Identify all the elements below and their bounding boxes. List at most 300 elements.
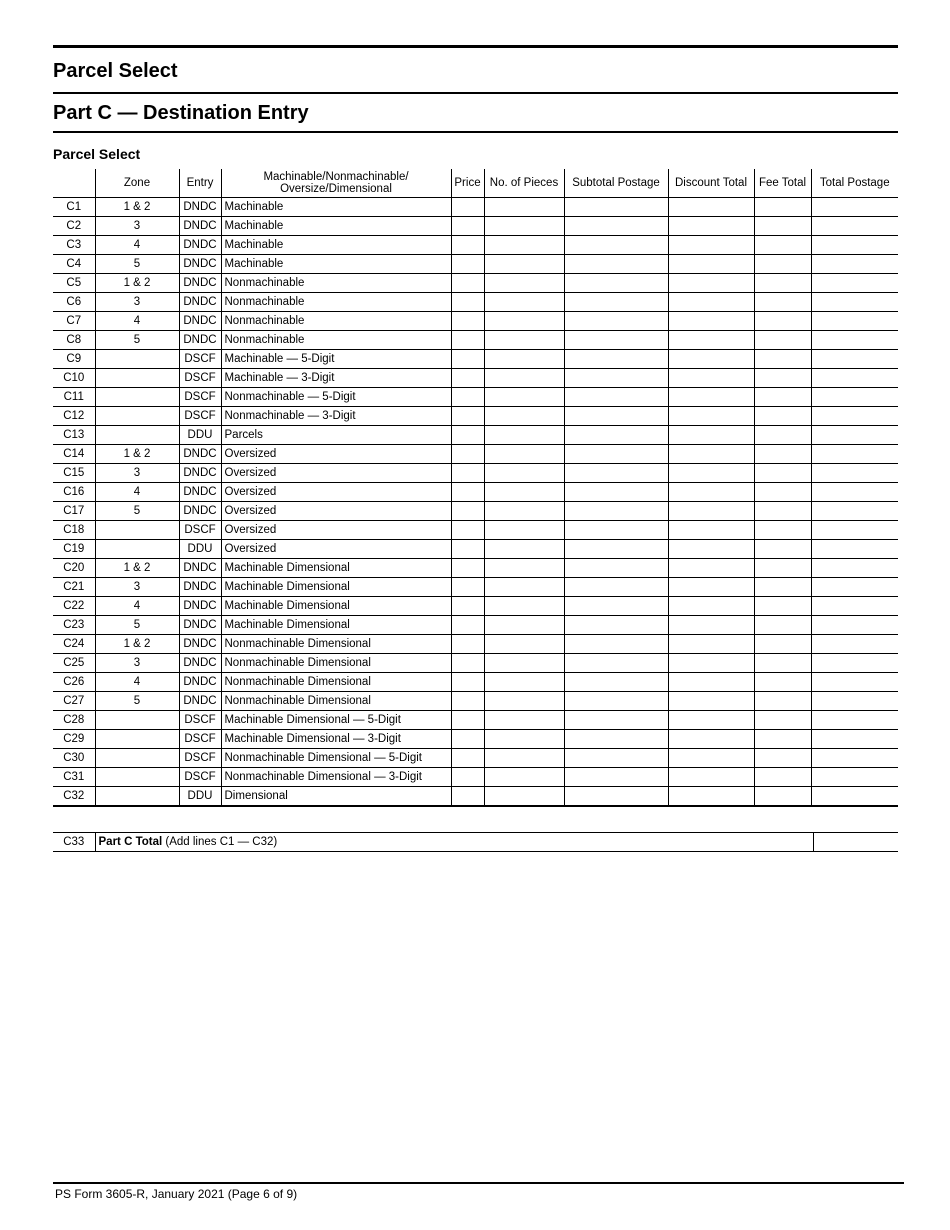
row-price-field[interactable] — [451, 236, 484, 255]
column-header-total: Total Postage — [811, 169, 898, 198]
row-price-field[interactable] — [451, 711, 484, 730]
row-type: Nonmachinable — 3-Digit — [221, 407, 451, 426]
row-pieces-field[interactable] — [484, 616, 564, 635]
row-price-field[interactable] — [451, 502, 484, 521]
row-total-field[interactable] — [811, 730, 898, 749]
row-subtotal-field[interactable] — [564, 749, 668, 768]
row-total-field[interactable] — [811, 331, 898, 350]
table-row — [53, 711, 898, 730]
row-pieces-field[interactable] — [484, 540, 564, 559]
row-type: Nonmachinable Dimensional — [221, 654, 451, 673]
row-discount-field[interactable] — [668, 274, 754, 293]
row-entry: DNDC — [179, 198, 221, 217]
row-type: Machinable — [221, 198, 451, 217]
row-fee-field[interactable] — [754, 730, 811, 749]
row-total-field[interactable] — [811, 388, 898, 407]
row-line-number: C30 — [53, 749, 95, 768]
table-row — [53, 217, 898, 236]
row-total-field[interactable] — [811, 692, 898, 711]
row-type: Oversized — [221, 445, 451, 464]
table-row — [53, 768, 898, 787]
row-entry: DSCF — [179, 350, 221, 369]
row-entry: DNDC — [179, 312, 221, 331]
row-pieces-field[interactable] — [484, 654, 564, 673]
row-zone: 5 — [95, 255, 179, 274]
row-subtotal-field[interactable] — [564, 673, 668, 692]
row-total-field[interactable] — [811, 540, 898, 559]
row-discount-field[interactable] — [668, 464, 754, 483]
row-total-field[interactable] — [811, 616, 898, 635]
row-price-field[interactable] — [451, 331, 484, 350]
row-line-number: C18 — [53, 521, 95, 540]
row-line-number: C2 — [53, 217, 95, 236]
total-line-number: C33 — [53, 833, 95, 852]
row-price-field[interactable] — [451, 217, 484, 236]
row-line-number: C5 — [53, 274, 95, 293]
row-fee-field[interactable] — [754, 711, 811, 730]
page-title: Parcel Select — [53, 60, 178, 82]
row-fee-field[interactable] — [754, 521, 811, 540]
row-type: Nonmachinable — [221, 312, 451, 331]
row-discount-field[interactable] — [668, 217, 754, 236]
row-subtotal-field[interactable] — [564, 768, 668, 787]
row-price-field[interactable] — [451, 521, 484, 540]
row-discount-field[interactable] — [668, 730, 754, 749]
row-line-number: C31 — [53, 768, 95, 787]
row-pieces-field[interactable] — [484, 236, 564, 255]
row-price-field[interactable] — [451, 445, 484, 464]
row-price-field[interactable] — [451, 274, 484, 293]
row-entry: DSCF — [179, 388, 221, 407]
row-subtotal-field[interactable] — [564, 502, 668, 521]
total-label — [95, 833, 813, 852]
row-pieces-field[interactable] — [484, 559, 564, 578]
row-total-field[interactable] — [811, 255, 898, 274]
row-line-number: C17 — [53, 502, 95, 521]
row-total-field[interactable] — [811, 198, 898, 217]
row-fee-field[interactable] — [754, 350, 811, 369]
row-pieces-field[interactable] — [484, 312, 564, 331]
table-row — [53, 426, 898, 445]
row-total-field[interactable] — [811, 464, 898, 483]
row-pieces-field[interactable] — [484, 483, 564, 502]
column-header-type — [221, 169, 451, 198]
row-entry: DNDC — [179, 445, 221, 464]
row-fee-field[interactable] — [754, 749, 811, 768]
row-fee-field[interactable] — [754, 483, 811, 502]
column-header-type-line2: Oversize/Dimensional — [280, 183, 392, 195]
row-discount-field[interactable] — [668, 559, 754, 578]
row-subtotal-field[interactable] — [564, 312, 668, 331]
part-title: Part C — Destination Entry — [53, 102, 309, 124]
row-subtotal-field[interactable] — [564, 198, 668, 217]
row-subtotal-field[interactable] — [564, 331, 668, 350]
row-fee-field[interactable] — [754, 312, 811, 331]
row-price-field[interactable] — [451, 483, 484, 502]
row-line-number: C12 — [53, 407, 95, 426]
row-fee-field[interactable] — [754, 274, 811, 293]
row-fee-field[interactable] — [754, 787, 811, 807]
row-price-field[interactable] — [451, 787, 484, 807]
row-subtotal-field[interactable] — [564, 711, 668, 730]
row-zone: 3 — [95, 654, 179, 673]
row-price-field[interactable] — [451, 654, 484, 673]
row-discount-field[interactable] — [668, 768, 754, 787]
row-subtotal-field[interactable] — [564, 559, 668, 578]
row-line-number: C24 — [53, 635, 95, 654]
row-pieces-field[interactable] — [484, 749, 564, 768]
row-type: Oversized — [221, 483, 451, 502]
row-zone — [95, 521, 179, 540]
row-subtotal-field[interactable] — [564, 578, 668, 597]
row-discount-field[interactable] — [668, 331, 754, 350]
row-total-field[interactable] — [811, 236, 898, 255]
row-discount-field[interactable] — [668, 616, 754, 635]
total-label-bold: Part C Total — [98, 836, 163, 848]
row-subtotal-field[interactable] — [564, 540, 668, 559]
row-subtotal-field[interactable] — [564, 236, 668, 255]
row-total-field[interactable] — [811, 654, 898, 673]
row-subtotal-field[interactable] — [564, 350, 668, 369]
row-zone: 3 — [95, 464, 179, 483]
row-subtotal-field[interactable] — [564, 730, 668, 749]
row-pieces-field[interactable] — [484, 198, 564, 217]
table-row — [53, 654, 898, 673]
row-pieces-field[interactable] — [484, 407, 564, 426]
row-fee-field[interactable] — [754, 198, 811, 217]
row-entry: DSCF — [179, 730, 221, 749]
row-discount-field[interactable] — [668, 673, 754, 692]
row-type: Machinable — 5-Digit — [221, 350, 451, 369]
row-discount-field[interactable] — [668, 293, 754, 312]
row-total-field[interactable] — [811, 312, 898, 331]
row-fee-field[interactable] — [754, 217, 811, 236]
row-fee-field[interactable] — [754, 293, 811, 312]
row-entry: DNDC — [179, 559, 221, 578]
table-row — [53, 692, 898, 711]
row-total-field[interactable] — [811, 635, 898, 654]
row-discount-field[interactable] — [668, 312, 754, 331]
row-fee-field[interactable] — [754, 331, 811, 350]
row-fee-field[interactable] — [754, 540, 811, 559]
row-entry: DNDC — [179, 293, 221, 312]
row-discount-field[interactable] — [668, 407, 754, 426]
row-price-field[interactable] — [451, 559, 484, 578]
row-total-field[interactable] — [811, 369, 898, 388]
row-price-field[interactable] — [451, 730, 484, 749]
row-pieces-field[interactable] — [484, 787, 564, 807]
row-price-field[interactable] — [451, 293, 484, 312]
table-row — [53, 464, 898, 483]
row-subtotal-field[interactable] — [564, 426, 668, 445]
row-type: Machinable Dimensional — 5-Digit — [221, 711, 451, 730]
title-divider — [53, 92, 898, 94]
row-fee-field[interactable] — [754, 768, 811, 787]
row-pieces-field[interactable] — [484, 445, 564, 464]
row-line-number: C32 — [53, 787, 95, 807]
row-discount-field[interactable] — [668, 350, 754, 369]
row-discount-field[interactable] — [668, 635, 754, 654]
row-line-number: C15 — [53, 464, 95, 483]
row-pieces-field[interactable] — [484, 730, 564, 749]
row-price-field[interactable] — [451, 540, 484, 559]
row-discount-field[interactable] — [668, 787, 754, 807]
row-zone — [95, 369, 179, 388]
column-header-fee: Fee Total — [754, 169, 811, 198]
row-pieces-field[interactable] — [484, 464, 564, 483]
row-total-field[interactable] — [811, 217, 898, 236]
row-pieces-field[interactable] — [484, 768, 564, 787]
row-discount-field[interactable] — [668, 255, 754, 274]
row-type: Machinable Dimensional — [221, 578, 451, 597]
row-entry: DDU — [179, 540, 221, 559]
row-discount-field[interactable] — [668, 654, 754, 673]
row-price-field[interactable] — [451, 749, 484, 768]
column-header-price: Price — [451, 169, 484, 198]
row-fee-field[interactable] — [754, 464, 811, 483]
row-pieces-field[interactable] — [484, 597, 564, 616]
row-entry: DNDC — [179, 578, 221, 597]
row-fee-field[interactable] — [754, 597, 811, 616]
row-discount-field[interactable] — [668, 236, 754, 255]
row-fee-field[interactable] — [754, 635, 811, 654]
row-zone: 4 — [95, 236, 179, 255]
table-row — [53, 445, 898, 464]
row-zone: 5 — [95, 692, 179, 711]
table-row — [53, 616, 898, 635]
row-total-field[interactable] — [811, 673, 898, 692]
row-pieces-field[interactable] — [484, 293, 564, 312]
row-line-number: C9 — [53, 350, 95, 369]
row-subtotal-field[interactable] — [564, 635, 668, 654]
row-subtotal-field[interactable] — [564, 521, 668, 540]
row-discount-field[interactable] — [668, 483, 754, 502]
row-discount-field[interactable] — [668, 198, 754, 217]
row-pieces-field[interactable] — [484, 673, 564, 692]
row-discount-field[interactable] — [668, 521, 754, 540]
row-entry: DSCF — [179, 749, 221, 768]
table-row — [53, 540, 898, 559]
row-discount-field[interactable] — [668, 369, 754, 388]
table-row — [53, 331, 898, 350]
table-row — [53, 559, 898, 578]
row-total-field[interactable] — [811, 768, 898, 787]
row-total-field[interactable] — [811, 426, 898, 445]
row-entry: DSCF — [179, 768, 221, 787]
row-pieces-field[interactable] — [484, 578, 564, 597]
row-zone — [95, 388, 179, 407]
row-total-field[interactable] — [811, 350, 898, 369]
row-entry: DDU — [179, 787, 221, 807]
row-type: Parcels — [221, 426, 451, 445]
row-total-field[interactable] — [811, 521, 898, 540]
row-line-number: C13 — [53, 426, 95, 445]
row-subtotal-field[interactable] — [564, 616, 668, 635]
row-fee-field[interactable] — [754, 426, 811, 445]
row-price-field[interactable] — [451, 312, 484, 331]
row-entry: DNDC — [179, 464, 221, 483]
row-type: Machinable Dimensional — [221, 616, 451, 635]
row-fee-field[interactable] — [754, 559, 811, 578]
row-entry: DNDC — [179, 597, 221, 616]
row-zone — [95, 407, 179, 426]
row-pieces-field[interactable] — [484, 388, 564, 407]
row-discount-field[interactable] — [668, 540, 754, 559]
row-pieces-field[interactable] — [484, 255, 564, 274]
row-type: Nonmachinable Dimensional — 3-Digit — [221, 768, 451, 787]
row-zone — [95, 787, 179, 807]
row-type: Machinable — [221, 236, 451, 255]
row-fee-field[interactable] — [754, 616, 811, 635]
row-discount-field[interactable] — [668, 711, 754, 730]
row-total-field[interactable] — [811, 274, 898, 293]
row-subtotal-field[interactable] — [564, 654, 668, 673]
column-header-zone: Zone — [95, 169, 179, 198]
row-pieces-field[interactable] — [484, 369, 564, 388]
row-line-number: C20 — [53, 559, 95, 578]
row-discount-field[interactable] — [668, 502, 754, 521]
row-pieces-field[interactable] — [484, 426, 564, 445]
row-discount-field[interactable] — [668, 445, 754, 464]
row-total-field[interactable] — [811, 483, 898, 502]
row-total-field[interactable] — [811, 407, 898, 426]
row-subtotal-field[interactable] — [564, 483, 668, 502]
row-fee-field[interactable] — [754, 654, 811, 673]
table-header-row — [53, 169, 898, 198]
row-subtotal-field[interactable] — [564, 388, 668, 407]
row-price-field[interactable] — [451, 635, 484, 654]
row-total-field[interactable] — [811, 749, 898, 768]
row-price-field[interactable] — [451, 578, 484, 597]
row-subtotal-field[interactable] — [564, 597, 668, 616]
row-line-number: C23 — [53, 616, 95, 635]
row-fee-field[interactable] — [754, 692, 811, 711]
row-pieces-field[interactable] — [484, 635, 564, 654]
row-price-field[interactable] — [451, 369, 484, 388]
row-line-number: C1 — [53, 198, 95, 217]
row-type: Nonmachinable Dimensional — [221, 692, 451, 711]
table-row — [53, 369, 898, 388]
row-line-number: C10 — [53, 369, 95, 388]
row-fee-field[interactable] — [754, 255, 811, 274]
row-zone: 4 — [95, 597, 179, 616]
row-price-field[interactable] — [451, 597, 484, 616]
row-total-field[interactable] — [811, 578, 898, 597]
table-row — [53, 578, 898, 597]
row-price-field[interactable] — [451, 198, 484, 217]
row-price-field[interactable] — [451, 673, 484, 692]
row-pieces-field[interactable] — [484, 692, 564, 711]
table-row — [53, 749, 898, 768]
row-pieces-field[interactable] — [484, 502, 564, 521]
table-row — [53, 673, 898, 692]
row-type: Nonmachinable Dimensional — 5-Digit — [221, 749, 451, 768]
row-type: Machinable — [221, 255, 451, 274]
row-subtotal-field[interactable] — [564, 217, 668, 236]
row-type: Dimensional — [221, 787, 451, 807]
row-line-number: C21 — [53, 578, 95, 597]
total-postage-field[interactable] — [813, 833, 898, 852]
row-fee-field[interactable] — [754, 388, 811, 407]
row-subtotal-field[interactable] — [564, 274, 668, 293]
row-total-field[interactable] — [811, 293, 898, 312]
row-price-field[interactable] — [451, 350, 484, 369]
row-type: Machinable Dimensional — 3-Digit — [221, 730, 451, 749]
row-zone: 4 — [95, 483, 179, 502]
row-total-field[interactable] — [811, 445, 898, 464]
row-pieces-field[interactable] — [484, 274, 564, 293]
row-subtotal-field[interactable] — [564, 293, 668, 312]
row-price-field[interactable] — [451, 388, 484, 407]
row-subtotal-field[interactable] — [564, 369, 668, 388]
row-fee-field[interactable] — [754, 369, 811, 388]
row-type: Oversized — [221, 502, 451, 521]
row-fee-field[interactable] — [754, 673, 811, 692]
row-subtotal-field[interactable] — [564, 255, 668, 274]
row-pieces-field[interactable] — [484, 711, 564, 730]
row-discount-field[interactable] — [668, 578, 754, 597]
row-pieces-field[interactable] — [484, 217, 564, 236]
row-discount-field[interactable] — [668, 692, 754, 711]
row-entry: DNDC — [179, 635, 221, 654]
row-entry: DSCF — [179, 521, 221, 540]
row-discount-field[interactable] — [668, 388, 754, 407]
row-total-field[interactable] — [811, 559, 898, 578]
row-subtotal-field[interactable] — [564, 464, 668, 483]
row-price-field[interactable] — [451, 768, 484, 787]
row-fee-field[interactable] — [754, 236, 811, 255]
row-fee-field[interactable] — [754, 502, 811, 521]
row-total-field[interactable] — [811, 597, 898, 616]
row-price-field[interactable] — [451, 426, 484, 445]
row-discount-field[interactable] — [668, 597, 754, 616]
row-pieces-field[interactable] — [484, 331, 564, 350]
form-footer: PS Form 3605-R, January 2021 (Page 6 of 9) — [55, 1187, 298, 1201]
row-line-number: C25 — [53, 654, 95, 673]
row-fee-field[interactable] — [754, 445, 811, 464]
row-fee-field[interactable] — [754, 578, 811, 597]
footer-divider — [53, 1182, 904, 1184]
row-type: Oversized — [221, 464, 451, 483]
row-pieces-field[interactable] — [484, 521, 564, 540]
row-line-number: C27 — [53, 692, 95, 711]
row-subtotal-field[interactable] — [564, 692, 668, 711]
row-total-field[interactable] — [811, 711, 898, 730]
row-discount-field[interactable] — [668, 426, 754, 445]
row-price-field[interactable] — [451, 407, 484, 426]
row-entry: DNDC — [179, 616, 221, 635]
row-line-number: C14 — [53, 445, 95, 464]
row-subtotal-field[interactable] — [564, 787, 668, 807]
row-entry: DDU — [179, 426, 221, 445]
row-entry: DSCF — [179, 369, 221, 388]
row-pieces-field[interactable] — [484, 350, 564, 369]
row-price-field[interactable] — [451, 616, 484, 635]
row-price-field[interactable] — [451, 692, 484, 711]
row-zone — [95, 768, 179, 787]
row-discount-field[interactable] — [668, 749, 754, 768]
row-fee-field[interactable] — [754, 407, 811, 426]
row-price-field[interactable] — [451, 464, 484, 483]
row-total-field[interactable] — [811, 787, 898, 807]
row-type: Machinable — 3-Digit — [221, 369, 451, 388]
row-total-field[interactable] — [811, 502, 898, 521]
row-price-field[interactable] — [451, 255, 484, 274]
row-type: Nonmachinable — [221, 274, 451, 293]
row-subtotal-field[interactable] — [564, 407, 668, 426]
table-row — [53, 502, 898, 521]
row-subtotal-field[interactable] — [564, 445, 668, 464]
